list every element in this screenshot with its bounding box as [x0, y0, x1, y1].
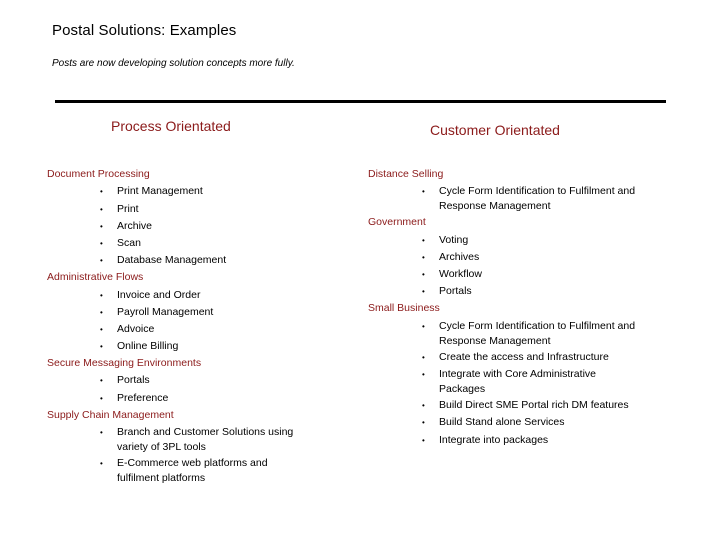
- section-heading: Distance Selling: [368, 168, 444, 180]
- bullet-icon: •: [100, 238, 103, 248]
- bullet-icon: •: [422, 321, 425, 331]
- list-item: [368, 318, 668, 349]
- bullet-icon: •: [422, 287, 425, 297]
- list-item-text: Build Direct SME Portal rich DM features: [439, 399, 629, 412]
- bullet-icon: •: [422, 187, 425, 197]
- bullet-icon: •: [100, 187, 103, 197]
- right-column: [368, 166, 668, 449]
- list-item-text: Voting: [439, 233, 469, 246]
- bullet-icon: •: [422, 252, 425, 262]
- list-item: [368, 283, 668, 300]
- bullet-icon: •: [422, 435, 425, 445]
- list-item-text: Scan: [117, 236, 141, 249]
- left-column-heading: Process Orientated: [111, 118, 231, 134]
- bullet-icon: •: [100, 307, 103, 317]
- list-item-text: Portals: [439, 285, 472, 298]
- list-item-text: Advoice: [117, 322, 155, 335]
- list-item: [368, 232, 668, 249]
- list-item: [368, 349, 668, 366]
- bullet-list: [47, 183, 347, 269]
- bullet-list: [47, 372, 347, 406]
- bullet-icon: •: [422, 270, 425, 280]
- bullet-list: [368, 318, 668, 449]
- section-heading: Government: [368, 216, 426, 229]
- bullet-icon: •: [100, 256, 103, 266]
- bullet-list: [368, 232, 668, 301]
- bullet-list: [47, 424, 347, 486]
- list-item-text: Archives: [439, 250, 480, 263]
- list-item: [47, 235, 347, 252]
- list-item: [47, 455, 347, 486]
- bullet-icon: •: [422, 235, 425, 245]
- list-item: [368, 414, 668, 431]
- list-item: [47, 372, 347, 389]
- divider-rule: [55, 100, 666, 103]
- list-item: [47, 424, 347, 455]
- list-item: [47, 286, 347, 303]
- list-item: [47, 200, 347, 217]
- left-column: [47, 166, 347, 486]
- bullet-icon: •: [422, 352, 425, 362]
- bullet-icon: •: [100, 342, 103, 352]
- list-item: [47, 218, 347, 235]
- section-heading: Administrative Flows: [47, 271, 144, 284]
- list-item-text: Branch and Customer Solutions using variety of 3PL tools: [117, 426, 294, 453]
- section-heading: Secure Messaging Environments: [47, 357, 202, 370]
- list-item: [47, 304, 347, 321]
- list-item-text: Archive: [117, 219, 153, 232]
- list-item-text: Preference: [117, 391, 169, 404]
- bullet-icon: •: [100, 393, 103, 403]
- list-item: [368, 183, 668, 214]
- list-item-text: Build Stand alone Services: [439, 416, 565, 429]
- bullet-list: [47, 286, 347, 355]
- section-heading: Document Processing: [47, 168, 150, 180]
- list-item-text: Create the access and Infrastructure: [439, 350, 609, 363]
- section-heading: Small Business: [368, 302, 440, 315]
- right-column-heading: Customer Orientated: [430, 122, 560, 138]
- list-item: [47, 252, 347, 269]
- list-item-text: Portals: [117, 374, 150, 387]
- list-item-text: E-Commerce web platforms and fulfilment platforms: [117, 457, 268, 485]
- list-item: [47, 389, 347, 406]
- page-title: Postal Solutions: Examples: [52, 22, 237, 39]
- list-item-text: Online Billing: [117, 340, 179, 353]
- bullet-icon: •: [100, 324, 103, 334]
- list-item-text: Payroll Management: [117, 305, 214, 318]
- list-item: [368, 366, 668, 397]
- list-item-text: Workflow: [439, 268, 482, 281]
- list-item: [368, 397, 668, 414]
- bullet-icon: •: [100, 428, 103, 437]
- section-heading: Supply Chain Management: [47, 408, 174, 421]
- bullet-icon: •: [100, 290, 103, 300]
- bullet-icon: •: [422, 401, 425, 411]
- bullet-icon: •: [100, 459, 103, 469]
- bullet-icon: •: [100, 221, 103, 231]
- list-item-text: Integrate into packages: [439, 433, 549, 446]
- bullet-icon: •: [100, 204, 103, 214]
- bullet-list: [368, 183, 668, 214]
- list-item: [368, 249, 668, 266]
- bullet-icon: •: [100, 376, 103, 386]
- subtitle: Posts are now developing solution concepts more fully.: [52, 58, 295, 69]
- list-item: [368, 266, 668, 283]
- list-item-text: Print: [117, 202, 139, 215]
- list-item-text: Integrate with Core Administrative Packages: [439, 368, 596, 396]
- list-item-text: Database Management: [117, 254, 227, 267]
- list-item-text: Print Management: [117, 185, 203, 198]
- list-item: [47, 183, 347, 200]
- list-item: [47, 321, 347, 338]
- list-item-text: Cycle Form Identification to Fulfilment and Response Management: [439, 185, 636, 213]
- bullet-icon: •: [422, 418, 425, 428]
- list-item-text: Cycle Form Identification to Fulfilment and Response Management: [439, 319, 636, 347]
- bullet-icon: •: [422, 370, 425, 380]
- list-item: [368, 431, 668, 448]
- list-item-text: Invoice and Order: [117, 288, 201, 301]
- list-item: [47, 338, 347, 355]
